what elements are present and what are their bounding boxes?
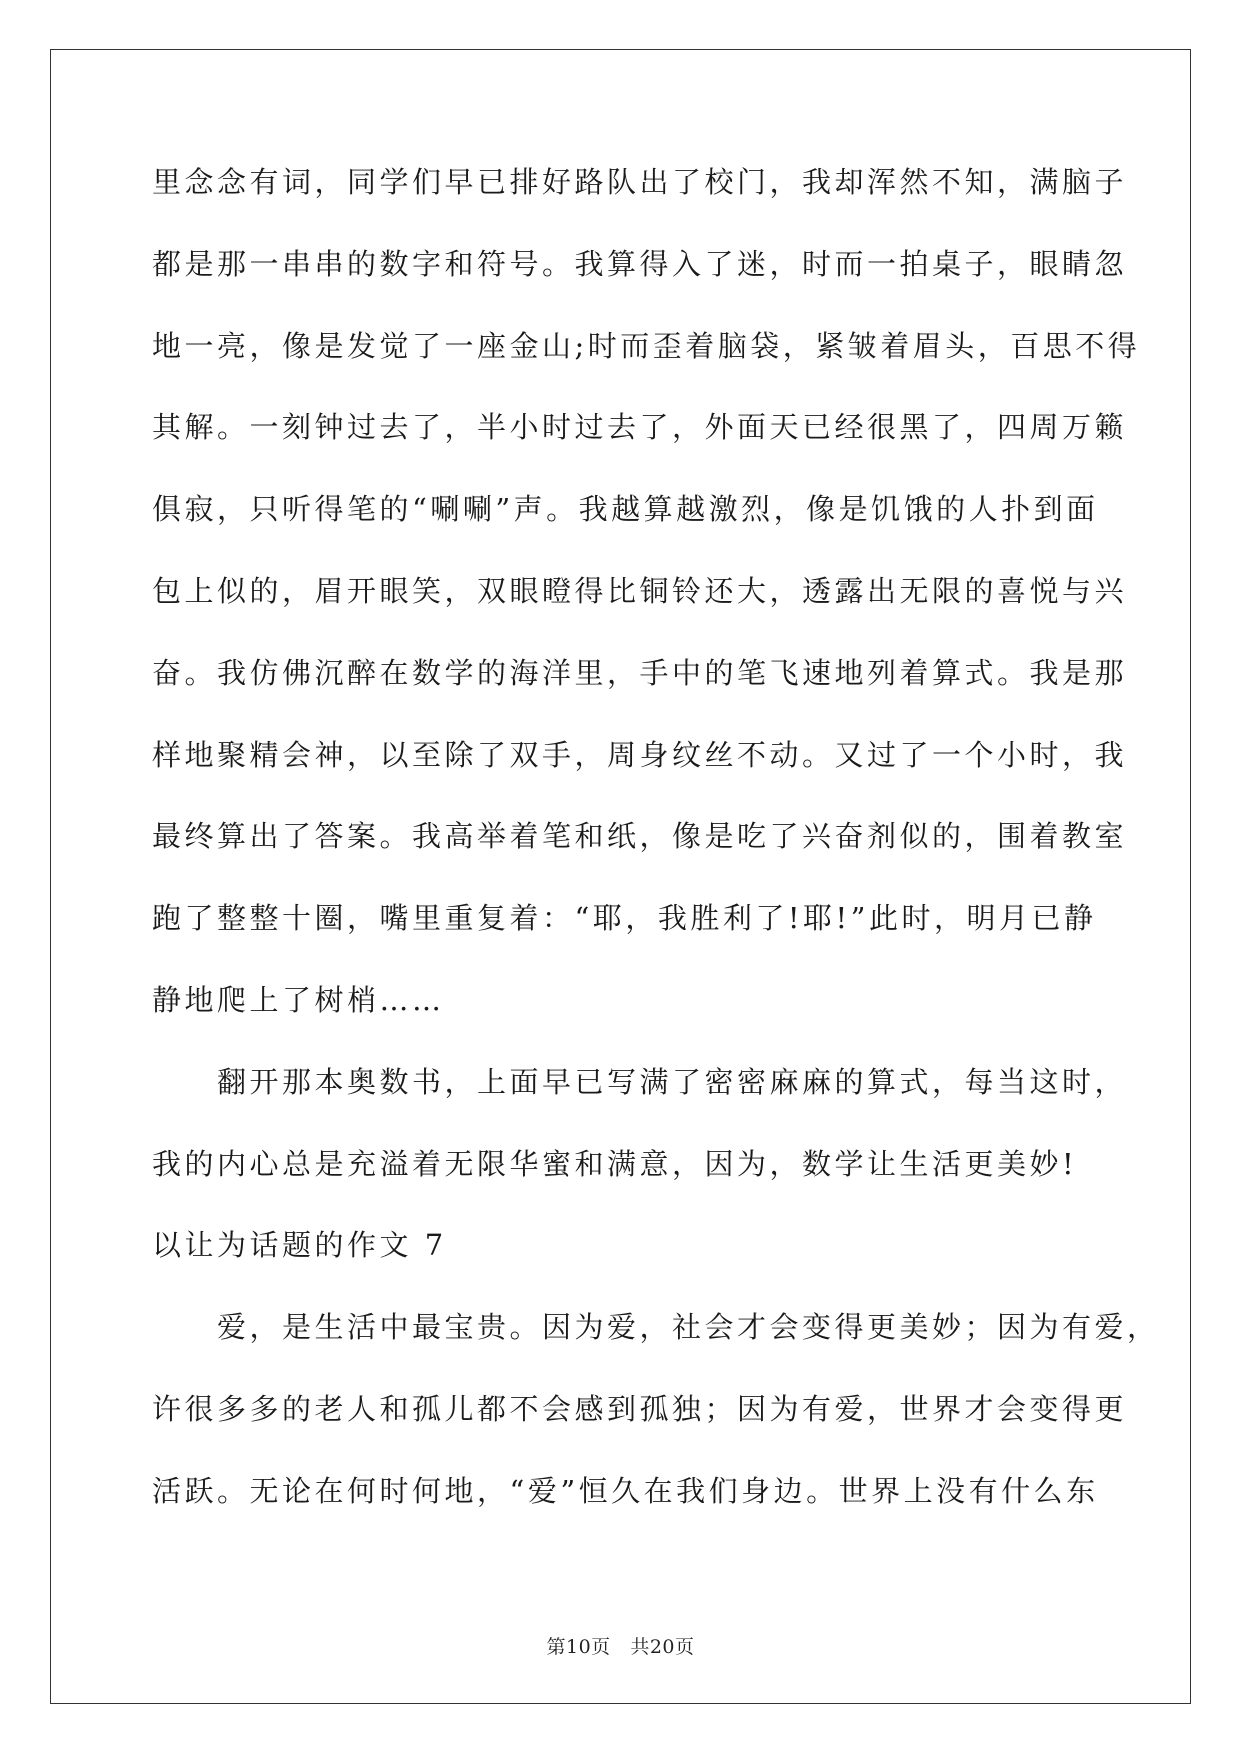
text-line: 最终算出了答案。我高举着笔和纸，像是吃了兴奋剂似的，围着教室 [152,819,1128,854]
text-line: 活跃。无论在何时何地，“爱”恒久在我们身边。世界上没有什么东 [152,1473,1099,1508]
page-footer [0,1632,1241,1659]
section-heading: 以让为话题的作文 7 [152,1228,447,1263]
text-line: 跑了整整十圈，嘴里重复着：“耶，我胜利了!耶!”此时，明月已静 [152,901,1097,936]
document-body [152,158,1160,1549]
text-line: 俱寂，只听得笔的“唰唰”声。我越算越激烈，像是饥饿的人扑到面 [152,492,1099,527]
text-line: 许很多多的老人和孤儿都不会感到孤独；因为有爱，世界才会变得更 [152,1391,1128,1426]
text-line: 静地爬上了树梢…… [152,982,445,1017]
text-line: 我的内心总是充溢着无限华蜜和满意，因为，数学让生活更美妙! [152,1146,1078,1181]
text-line: 其解。一刻钟过去了，半小时过去了，外面天已经很黑了，四周万籁 [152,410,1128,445]
text-line: 包上似的，眉开眼笑，双眼瞪得比铜铃还大，透露出无限的喜悦与兴 [152,573,1128,608]
page-number-current: 第10页 [546,1636,611,1658]
text-line: 都是那一串串的数字和符号。我算得入了迷，时而一拍桌子，眼睛忽 [152,246,1128,281]
paragraph-first-line: 爱，是生活中最宝贵。因为爱，社会才会变得更美妙；因为有爱， [217,1310,1160,1345]
paragraph-first-line: 翻开那本奥数书，上面早已写满了密密麻麻的算式，每当这时， [217,1064,1128,1099]
page-number-total: 共20页 [630,1636,695,1658]
text-line: 里念念有词，同学们早已排好路队出了校门，我却浑然不知，满脑子 [152,165,1128,199]
text-line: 奋。我仿佛沉醉在数学的海洋里，手中的笔飞速地列着算式。我是那 [152,655,1128,690]
text-line: 地一亮，像是发觉了一座金山;时而歪着脑袋，紧皱着眉头，百思不得 [152,328,1141,363]
text-line: 样地聚精会神，以至除了双手，周身纹丝不动。又过了一个小时，我 [152,737,1128,772]
